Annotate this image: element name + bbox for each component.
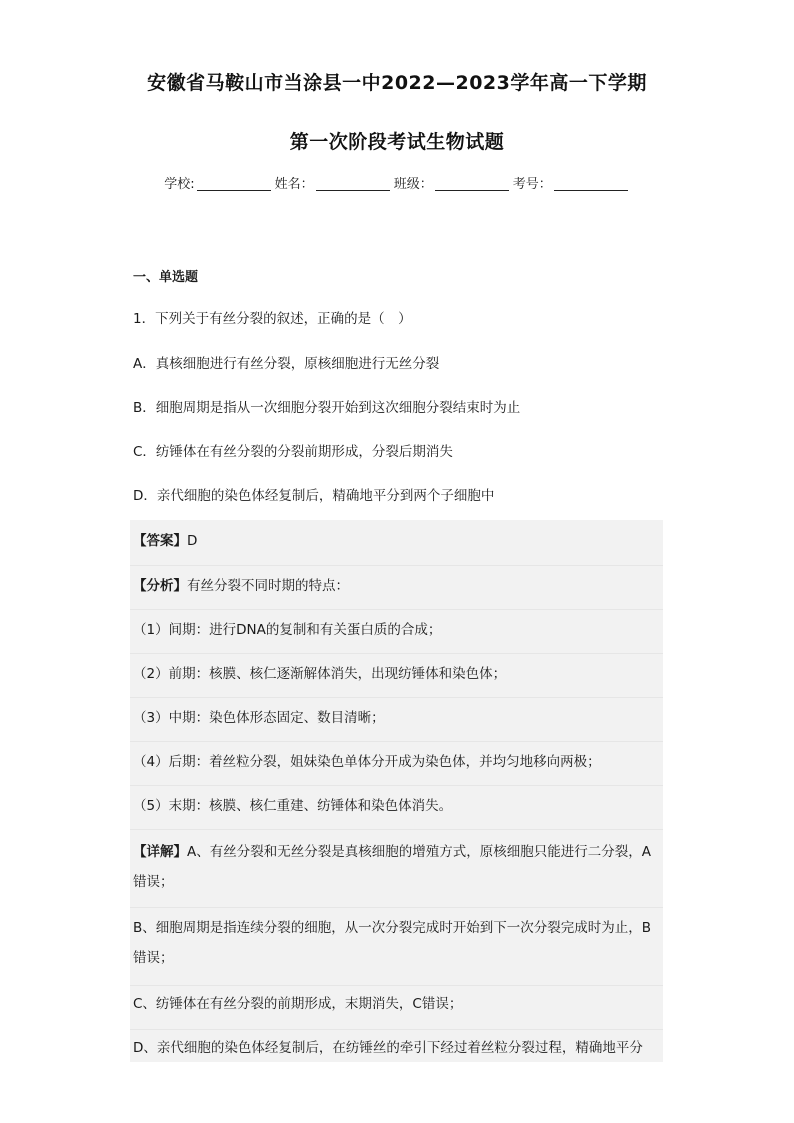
divider: [130, 785, 663, 786]
detail-line-6: D、亲代细胞的染色体经复制后，在纺锤丝的牵引下经过着丝粒分裂过程，精确地平分: [133, 1040, 643, 1056]
option-d: D．亲代细胞的染色体经复制后，精确地平分到两个子细胞中: [133, 488, 495, 504]
detail-text: A、有丝分裂和无丝分裂是真核细胞的增殖方式，原核细胞只能进行二分裂，A: [187, 844, 651, 860]
divider: [130, 829, 663, 830]
analysis-point-3: （3）中期：染色体形态固定、数目清晰；: [133, 710, 385, 726]
answer-panel: [130, 520, 663, 1062]
detail-line-2: 错误；: [133, 874, 174, 890]
analysis-line: [133, 574, 349, 594]
divider: [130, 697, 663, 698]
option-c: C．纺锤体在有丝分裂的分裂前期形成，分裂后期消失: [133, 444, 453, 460]
student-info-fields: [0, 173, 794, 192]
exam-title-line1: 安徽省马鞍山市当涂县一中2022—2023学年高一下学期: [147, 72, 647, 94]
divider: [130, 741, 663, 742]
divider: [130, 653, 663, 654]
divider: [130, 609, 663, 610]
detail-tag: 【详解】: [133, 844, 187, 860]
option-a: A．真核细胞进行有丝分裂，原核细胞进行无丝分裂: [133, 356, 440, 372]
analysis-point-1: （1）间期：进行DNA的复制和有关蛋白质的合成；: [133, 622, 442, 638]
detail-line-5: C、纺锤体在有丝分裂的前期形成，末期消失，C错误；: [133, 996, 463, 1012]
name-blank[interactable]: [316, 176, 390, 191]
question-stem: 1．下列关于有丝分裂的叙述，正确的是（ ）: [133, 311, 412, 327]
school-blank[interactable]: [197, 176, 271, 191]
answer-value: D: [187, 533, 198, 549]
detail-line-3: B、细胞周期是指连续分裂的细胞，从一次分裂完成时开始到下一次分裂完成时为止，B: [133, 920, 652, 936]
class-label: 班级：: [393, 177, 433, 192]
detail-line-1: [133, 840, 651, 860]
option-b: B．细胞周期是指从一次细胞分裂开始到这次细胞分裂结束时为止: [133, 400, 521, 416]
divider: [130, 565, 663, 566]
number-label: 考号：: [512, 177, 552, 192]
answer-line: [133, 529, 197, 549]
divider: [130, 907, 663, 908]
answer-tag: 【答案】: [133, 533, 187, 549]
name-label: 姓名：: [274, 177, 314, 192]
analysis-point-5: （5）末期：核膜、核仁重建、纺锤体和染色体消失。: [133, 798, 453, 814]
number-blank[interactable]: [554, 176, 628, 191]
detail-line-4: 错误；: [133, 950, 174, 966]
divider: [130, 985, 663, 986]
analysis-point-4: （4）后期：着丝粒分裂，姐妹染色单体分开成为染色体，并均匀地移向两极；: [133, 754, 601, 770]
analysis-tag: 【分析】: [133, 578, 187, 594]
class-blank[interactable]: [435, 176, 509, 191]
divider: [130, 1029, 663, 1030]
section-heading: 一、单选题: [133, 270, 199, 285]
analysis-point-2: （2）前期：核膜、核仁逐渐解体消失，出现纺锤体和染色体；: [133, 666, 507, 682]
exam-title-line2: 第一次阶段考试生物试题: [289, 131, 505, 153]
school-label: 学校:: [164, 177, 195, 192]
analysis-intro: 有丝分裂不同时期的特点：: [187, 578, 349, 594]
